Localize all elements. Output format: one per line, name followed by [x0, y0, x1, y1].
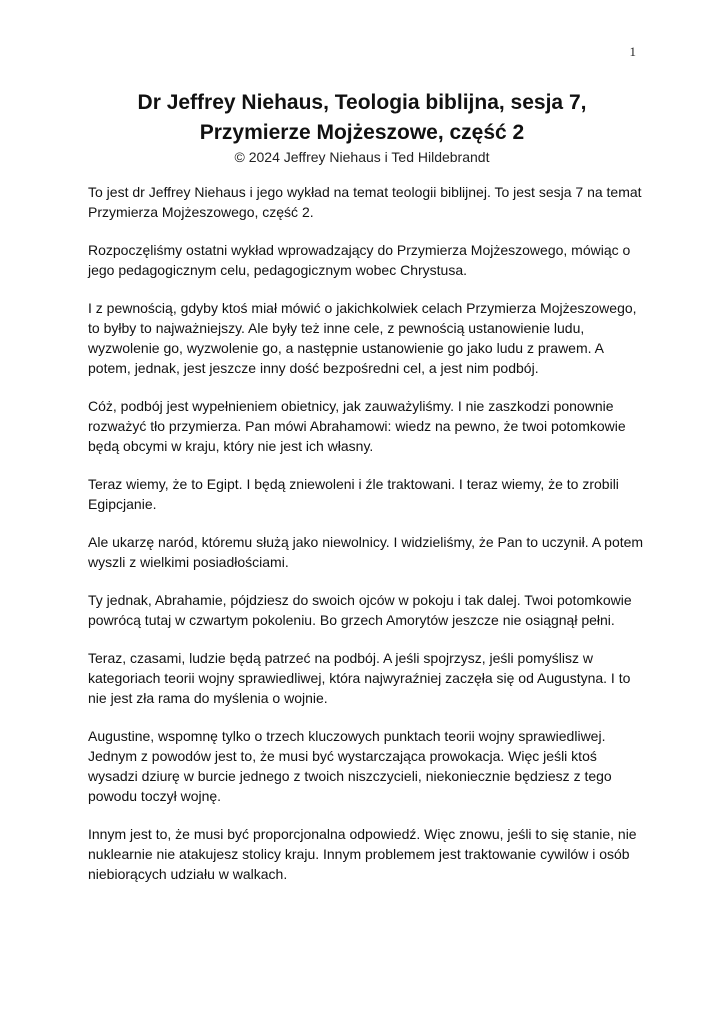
paragraph-7: Ty jednak, Abrahamie, pójdziesz do swoich ojców w pokoju i tak dalej. Twoi potomkowie powrócą tutaj w czwartym pokoleniu. Bo grzech Amorytów jeszcze nie osiągnął pełni.: [88, 592, 632, 628]
paragraph-10: Innym jest to, że musi być proporcjonalna odpowiedź. Więc znowu, jeśli to się stanie, nie nuklearnie nie atakujesz stolicy kraju. Innym problemem jest traktowanie cywilów i osób niebiorących udziału w walkach.: [88, 826, 637, 882]
body-text: [88, 182, 648, 902]
document-header: [0, 88, 724, 166]
paragraph-4: Cóż, podbój jest wypełnieniem obietnicy, jak zauważyliśmy. I nie zaszkodzi ponownie rozważyć tło przymierza. Pan mówi Abrahamowi: wiedz na pewno, że twoi potomkowie będą obcymi w kraju, który nie jest ich własny.: [88, 398, 626, 454]
document-title: [0, 88, 724, 148]
title-line-2: Przymierze Mojżeszowe, część 2: [199, 121, 525, 144]
paragraph-1: To jest dr Jeffrey Niehaus i jego wykład na temat teologii biblijnej. To jest sesja 7 na temat Przymierza Mojżeszowego, część 2.: [88, 184, 642, 220]
copyright-line: © 2024 Jeffrey Niehaus i Ted Hildebrandt: [234, 149, 490, 165]
paragraph-3: I z pewnością, gdyby ktoś miał mówić o jakichkolwiek celach Przymierza Mojżeszowego, to byłby to najważniejszy. Ale były też inne cele, z pewnością ustanowienie ludu, wyzwolenie go, wyzwolenie go, a następnie ustanowienie go jako ludu z prawem. A potem, jednak, jest jeszcze inny dość bezpośredni cel, a jest nim podbój.: [88, 300, 637, 376]
paragraph-6: Ale ukarzę naród, któremu służą jako niewolnicy. I widzieliśmy, że Pan to uczynił. A potem wyszli z wielkimi posiadłościami.: [88, 534, 644, 570]
paragraph-9: Augustine, wspomnę tylko o trzech kluczowych punktach teorii wojny sprawiedliwej. Jednym z powodów jest to, że musi być wystarczająca prowokacja. Więc jeśli ktoś wysadzi dziurę w burcie jednego z twoich niszczycieli, niekoniecznie będziesz z tego powodu toczył wojnę.: [88, 728, 612, 804]
page-number: 1: [629, 44, 636, 59]
paragraph-2: Rozpoczęliśmy ostatni wykład wprowadzający do Przymierza Mojżeszowego, mówiąc o jego pedagogicznym celu, pedagogicznym wobec Chrystusa.: [88, 242, 631, 278]
paragraph-8: Teraz, czasami, ludzie będą patrzeć na podbój. A jeśli spojrzysz, jeśli pomyślisz w kategoriach teorii wojny sprawiedliwej, która najwyraźniej zaczęła się od Augustyna. I to nie jest zła rama do myślenia o wojnie.: [88, 650, 631, 706]
paragraph-5: Teraz wiemy, że to Egipt. I będą zniewoleni i źle traktowani. I teraz wiemy, że to zrobili Egipcjanie.: [88, 476, 619, 512]
title-line-1: Dr Jeffrey Niehaus, Teologia biblijna, sesja 7,: [137, 91, 587, 114]
